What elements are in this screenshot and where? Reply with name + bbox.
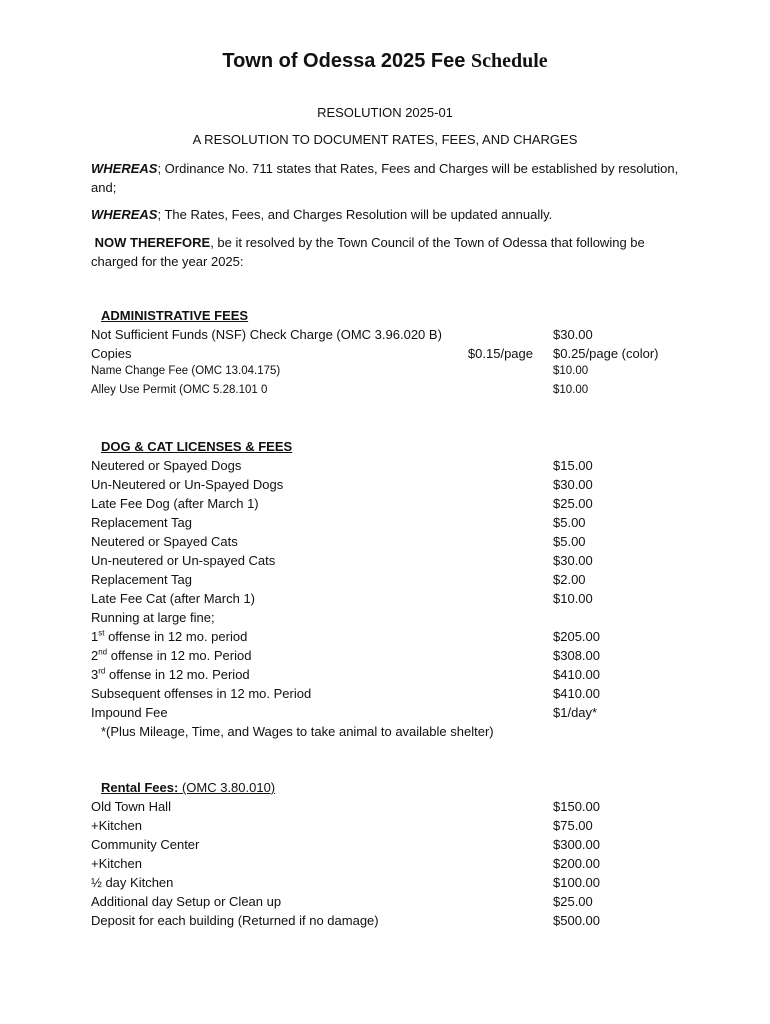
fee-row [91, 705, 691, 724]
fee-label: Not Sufficient Funds (NSF) Check Charge (OMC 3.96.020 B) [91, 327, 442, 342]
fee-row [91, 610, 691, 629]
whereas-paragraph-2 [91, 205, 681, 224]
fee-row [91, 856, 691, 875]
fee-amount: $30.00 [553, 553, 593, 568]
fee-row [91, 346, 691, 365]
section-heading-label: Rental Fees: [101, 780, 179, 795]
fee-amount: $5.00 [553, 515, 586, 530]
fee-label: Subsequent offenses in 12 mo. Period [91, 686, 312, 701]
fee-row [91, 477, 691, 496]
whereas-lead: WHEREAS [91, 161, 158, 176]
fee-row [91, 818, 691, 837]
fee-label: +Kitchen [91, 818, 142, 833]
fee-amount: $15.00 [553, 458, 593, 473]
rental-fees-section [91, 780, 691, 940]
fee-label: Replacement Tag [91, 515, 192, 530]
fee-amount: $300.00 [553, 837, 600, 852]
fee-label: Late Fee Dog (after March 1) [91, 496, 259, 511]
fee-amount: $308.00 [553, 648, 600, 663]
section-heading-reference: (OMC 3.80.010) [181, 780, 276, 795]
fee-amount: $75.00 [553, 818, 593, 833]
fee-amount: $205.00 [553, 629, 600, 644]
therefore-paragraph [91, 233, 681, 271]
fee-amount: $25.00 [553, 894, 593, 909]
fee-label: Community Center [91, 837, 200, 852]
ordinal-suffix: st [98, 628, 105, 638]
whereas-text: ; Ordinance No. 711 states that Rates, Fees and Charges will be established by resolution, and; [91, 161, 679, 195]
ordinal-number: 3 [91, 667, 99, 682]
fee-label: Un-neutered or Un-spayed Cats [91, 553, 276, 568]
fee-amount: $30.00 [553, 477, 593, 492]
fee-row [91, 913, 691, 932]
fee-label: Un-Neutered or Un-Spayed Dogs [91, 477, 284, 492]
fee-label: Alley Use Permit (OMC 5.28.101 0 [91, 384, 268, 396]
section-heading: ADMINISTRATIVE FEES [101, 308, 249, 323]
section-heading: DOG & CAT LICENSES & FEES [101, 439, 293, 454]
fee-row [91, 894, 691, 913]
fee-amount: $410.00 [553, 667, 600, 682]
fee-label-text: offense in 12 mo. period [104, 629, 248, 644]
fee-row [91, 553, 691, 572]
fee-label: Late Fee Cat (after March 1) [91, 591, 256, 606]
fee-row [91, 648, 691, 667]
fee-row [91, 686, 691, 705]
fee-label: Additional day Setup or Clean up [91, 894, 282, 909]
fee-amount: $150.00 [553, 799, 600, 814]
fee-label: Neutered or Spayed Dogs [91, 458, 242, 473]
fee-amount: $1/day* [553, 705, 598, 720]
therefore-text: , be it resolved by the Town Council of the Town of Odessa that following be charged for the year 2025: [91, 235, 645, 269]
fee-label-text: offense in 12 mo. Period [105, 667, 250, 682]
impound-note: *(Plus Mileage, Time, and Wages to take animal to available shelter) [101, 724, 494, 739]
fee-row [91, 515, 691, 534]
fee-row [91, 667, 691, 686]
fee-row [91, 837, 691, 856]
fee-row [91, 875, 691, 894]
ordinal-number: 2 [91, 648, 99, 663]
fee-label: Copies [91, 346, 132, 361]
fee-label: Running at large fine; [91, 610, 215, 625]
fee-base-amount: $0.15/page [467, 346, 533, 361]
fee-label: Impound Fee [91, 705, 168, 720]
fee-row [91, 572, 691, 591]
fee-row [91, 327, 691, 346]
therefore-lead: NOW THEREFORE [94, 235, 211, 250]
fee-label [91, 648, 251, 663]
whereas-paragraph-1 [91, 159, 681, 197]
fee-label [91, 667, 250, 682]
administrative-fees-section [91, 308, 691, 408]
fee-amount: $10.00 [553, 365, 589, 377]
fee-row [91, 629, 691, 648]
resolution-number: RESOLUTION 2025-01 [317, 105, 453, 120]
fee-label: ½ day Kitchen [91, 875, 174, 890]
fee-row [91, 496, 691, 515]
fee-amount: $2.00 [553, 572, 586, 587]
whereas-lead: WHEREAS [91, 207, 158, 222]
fee-row [91, 384, 691, 403]
whereas-text: ; The Rates, Fees, and Charges Resolution will be updated annually. [157, 207, 553, 222]
title-part1: Town of Odessa 2025 Fee [222, 50, 466, 72]
fee-amount: $500.00 [553, 913, 600, 928]
section-heading [101, 780, 275, 795]
title-part2: Schedule [470, 50, 548, 72]
fee-amount: $100.00 [553, 875, 600, 890]
fee-amount: $410.00 [553, 686, 600, 701]
dog-cat-licenses-section [91, 439, 691, 749]
fee-row [91, 365, 691, 384]
fee-label: Name Change Fee (OMC 13.04.175) [91, 365, 281, 377]
resolution-subtitle: A RESOLUTION TO DOCUMENT RATES, FEES, AND CHARGES [192, 132, 578, 147]
ordinal-suffix: nd [98, 647, 108, 657]
fee-amount: $10.00 [553, 384, 589, 396]
fee-amount: $10.00 [553, 591, 593, 606]
fee-row [91, 534, 691, 553]
fee-label [91, 629, 247, 644]
fee-label: +Kitchen [91, 856, 142, 871]
fee-amount: $25.00 [553, 496, 593, 511]
ordinal-number: 1 [91, 629, 99, 644]
fee-amount: $30.00 [553, 327, 593, 342]
fee-amount: $5.00 [553, 534, 586, 549]
fee-label: Replacement Tag [91, 572, 192, 587]
fee-label-text: offense in 12 mo. Period [107, 648, 252, 663]
ordinal-suffix: rd [98, 666, 106, 676]
fee-label: Deposit for each building (Returned if no damage) [91, 913, 379, 928]
fee-row [91, 458, 691, 477]
fee-label: Old Town Hall [91, 799, 171, 814]
page-title [0, 50, 770, 73]
fee-label: Neutered or Spayed Cats [91, 534, 238, 549]
fee-amount: $0.25/page (color) [553, 346, 659, 361]
fee-row [91, 799, 691, 818]
fee-amount: $200.00 [553, 856, 600, 871]
fee-row [91, 591, 691, 610]
